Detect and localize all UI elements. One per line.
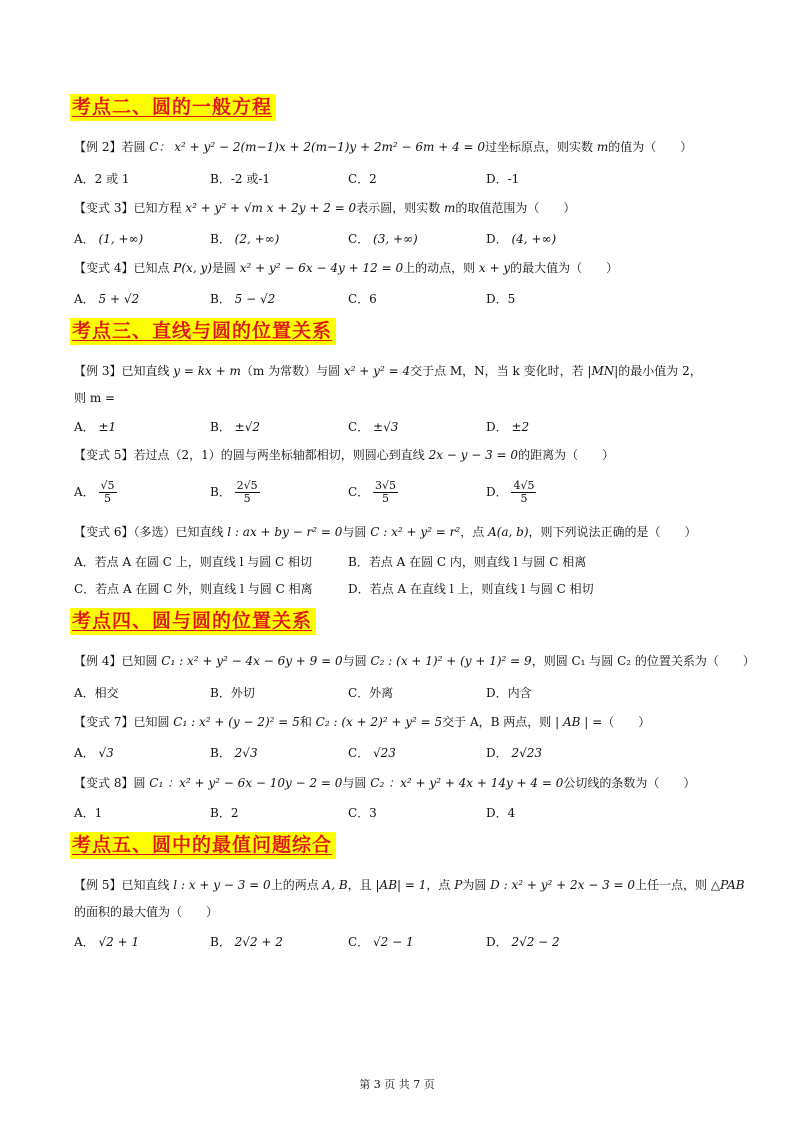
question-example-3-cont: 则 m =: [74, 391, 116, 405]
question-variant-6: 【变式 6】（多选）已知直线 l : ax + by − r² = 0与圆 C : x² + y² = r²，点 A(a, b)，则下列说法正确的是（ ）: [74, 525, 697, 539]
option-b: B． ±√2: [210, 420, 260, 434]
section-heading-4: 考点四、圆与圆的位置关系: [70, 608, 316, 635]
option-d: D．4: [486, 806, 516, 820]
option-a: A． ±1: [74, 420, 117, 434]
question-variant-7: 【变式 7】已知圆 C₁ : x² + (y − 2)² = 5和 C₂ : (x + 2)² + y² = 5交于 A，B 两点，则 | AB | =（ ）: [74, 715, 651, 729]
option-a: A．1: [74, 806, 103, 820]
option-c: C．3: [348, 806, 377, 820]
section-heading-2: 考点二、圆的一般方程: [70, 94, 276, 121]
option-b: B．若点 A 在圆 C 内，则直线 l 与圆 C 相离: [348, 555, 587, 569]
option-c: C． ±√3: [348, 420, 399, 434]
question-example-5-cont: 的面积的最大值为（ ）: [74, 905, 219, 919]
option-c: C． √2 − 1: [348, 935, 414, 949]
option-a: A． √2 + 1: [74, 935, 140, 949]
question-example-3: 【例 3】已知直线 y = kx + m（m 为常数）与圆 x² + y² = 4交于点 M，N，当 k 变化时，若 |MN|的最小值为 2，: [74, 364, 702, 378]
option-d: D． 2√2 − 2: [486, 935, 560, 949]
page-footer: 第 3 页 共 7 页: [359, 1078, 435, 1091]
option-b: B．-2 或-1: [210, 172, 271, 186]
option-c: C． √23: [348, 746, 396, 760]
section-heading-3: 考点三、直线与圆的位置关系: [70, 318, 336, 345]
option-d: D． $\frac{4√5}{5}$: [486, 479, 535, 505]
section-heading-5: 考点五、圆中的最值问题综合: [70, 832, 336, 859]
option-a: A． (1, +∞): [74, 232, 144, 246]
option-a: A．相交: [74, 686, 119, 700]
option-a: A．若点 A 在圆 C 上，则直线 l 与圆 C 相切: [74, 555, 313, 569]
option-c: C． (3, +∞): [348, 232, 418, 246]
question-variant-5: 【变式 5】若过点（2，1）的圆与两坐标轴都相切，则圆心到直线 2x − y − 3 = 0的距离为（ ）: [74, 448, 615, 462]
option-a: A． $\frac{√5}{5}$: [74, 479, 115, 505]
question-variant-8: 【变式 8】圆 C₁ ：x² + y² − 6x − 10y − 2 = 0与圆 C₂ ：x² + y² + 4x + 14y + 4 = 0公切线的条数为（ ）: [74, 776, 696, 790]
option-a: A．2 或 1: [74, 172, 130, 186]
option-b: B． 5 − √2: [210, 292, 276, 306]
option-d: D．内含: [486, 686, 532, 700]
option-d: D．5: [486, 292, 516, 306]
option-c: C．6: [348, 292, 377, 306]
question-variant-3: 【变式 3】已知方程 x² + y² + √m x + 2y + 2 = 0表示圆，则实数 m的取值范围为（ ）: [74, 201, 576, 215]
option-d: D． 2√23: [486, 746, 543, 760]
question-variant-4: 【变式 4】已知点 P(x, y)是圆 x² + y² − 6x − 4y + 12 = 0上的动点，则 x + y的最大值为（ ）: [74, 261, 619, 275]
option-c: C．外离: [348, 686, 394, 700]
option-d: D．若点 A 在直线 l 上，则直线 l 与圆 C 相切: [348, 582, 594, 596]
option-a: A． 5 + √2: [74, 292, 140, 306]
option-b: B． $\frac{2√5}{5}$: [210, 479, 258, 505]
question-example-2: 【例 2】若圆 C： x² + y² − 2(m−1)x + 2(m−1)y + 2m² − 6m + 4 = 0过坐标原点，则实数 m的值为（ ）: [74, 140, 693, 154]
option-c: C．若点 A 在圆 C 外，则直线 l 与圆 C 相离: [74, 582, 313, 596]
option-d: D．-1: [486, 172, 520, 186]
option-b: B． 2√2 + 2: [210, 935, 283, 949]
question-example-4: 【例 4】已知圆 C₁ : x² + y² − 4x − 6y + 9 = 0与圆 C₂ : (x + 1)² + (y + 1)² = 9，则圆 C₁ 与圆 C₂ 的位置关系为（ ）: [74, 654, 755, 668]
option-d: D． (4, +∞): [486, 232, 557, 246]
question-example-5: 【例 5】已知直线 l : x + y − 3 = 0上的两点 A, B，且 |AB| = 1，点 P为圆 D : x² + y² + 2x − 3 = 0上任一点，则 △PAB: [74, 878, 745, 892]
option-d: D． ±2: [486, 420, 530, 434]
option-a: A． √3: [74, 746, 114, 760]
option-b: B．2: [210, 806, 239, 820]
option-b: B．外切: [210, 686, 255, 700]
option-b: B． 2√3: [210, 746, 258, 760]
option-c: C． $\frac{3√5}{5}$: [348, 479, 397, 505]
option-b: B． (2, +∞): [210, 232, 280, 246]
option-c: C．2: [348, 172, 377, 186]
